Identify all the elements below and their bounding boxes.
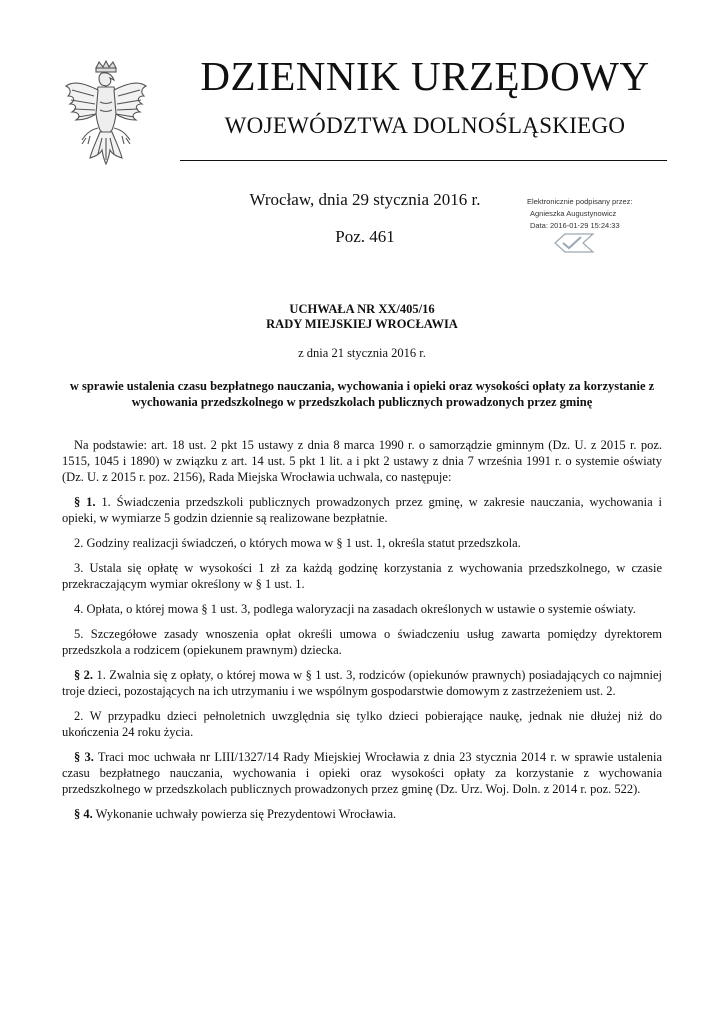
paragraph-section-2-2: 2. W przypadku dzieci pełnoletnich uwzględnia się tylko dzieci pobierające naukę, jednak nie dłużej niż do ukończenia 24 roku życia. [62,709,662,739]
resolution-body: RADY MIEJSKIEJ WROCŁAWIA [266,317,458,331]
paragraph-section-1-2: 2. Godziny realizacji świadczeń, o których mowa w § 1 ust. 1, określa statut przedszkola. [74,536,521,550]
signature-date: Data: 2016-01-29 15:24:33 [530,221,620,230]
position-number: Poz. 461 [335,227,395,246]
polish-eagle-emblem-icon [62,60,150,168]
section-mark: § 4. [74,807,93,821]
header-divider [180,160,667,161]
paragraph-legal-basis: Na podstawie: art. 18 ust. 2 pkt 15 ustawy z dnia 8 marca 1990 r. o samorządzie gminnym (Dz. U. z 2015 r. poz. 1515, 1045 i 1890) w związku z art. 14 ust. 5 pkt 1 lit. a i pkt 2 ustawy z dnia 7 września 1991 r. o systemie oświaty (Dz. U. z 2015 r. poz. 2156), Rada Miejska Wrocławia uchwala, co następuje: [62,438,662,484]
resolution-subject: w sprawie ustalenia czasu bezpłatnego nauczania, wychowania i opieki oraz wysokości opłaty za korzystanie z wychowania przedszkolnego w przedszkolach publicznych prowadzonych przez gminę [69,379,655,409]
section-mark: § 3. [74,750,94,764]
electronic-signature [527,196,697,232]
paragraph-section-1-4: 4. Opłata, o której mowa § 1 ust. 3, podlega waloryzacji na zasadach określonych w ustawie o systemie oświaty. [74,602,636,616]
signature-signer: Agnieszka Augustynowicz [530,209,617,218]
paragraph-section-1-1: § 1. 1. Świadczenia przedszkoli publicznych prowadzonych przez gminę, w zakresie nauczania, wychowania i opieki, w wymiarze 5 godzin dziennie są realizowane bezpłatnie. [62,495,663,525]
journal-subtitle: WOJEWÓDZTWA DOLNOŚLĄSKIEGO [224,113,626,138]
resolution-text [62,437,662,831]
section-mark: § 2. [74,668,94,682]
paragraph-section-4: § 4. Wykonanie uchwały powierza się Prezydentowi Wrocławia. [74,807,397,821]
signature-line-1: Elektronicznie podpisany przez: [527,197,633,206]
resolution-date: z dnia 21 stycznia 2016 r. [298,346,426,360]
paragraph-section-1-3: 3. Ustala się opłatę w wysokości 1 zł za każdą godzinę korzystania z wychowania przedszkolnego, w czasie przekraczającym wymiar określony w § 1 ust. 1. [62,561,662,591]
paragraph-section-2-1: § 2. 1. Zwalnia się z opłaty, o której mowa w § 1 ust. 3, rodziców (opiekunów prawnych) posiadających co najmniej troje dzieci, pozostających na ich utrzymaniu i we wspólnym gospodarstwie domowym z zastrzeżeniem ust. 2. [62,668,663,698]
journal-title: DZIENNIK URZĘDOWY [200,53,650,99]
paragraph-section-1-5: 5. Szczegółowe zasady wnoszenia opłat określi umowa o świadczeniu usług zawarta pomiędzy dyrektorem przedszkola a rodzicem (opiekunem prawnym) dziecka. [62,627,662,657]
section-mark: § 1. [74,495,96,509]
resolution-number: UCHWAŁA NR XX/405/16 [289,302,435,316]
publication-date: Wrocław, dnia 29 stycznia 2016 r. [249,190,481,209]
paragraph-section-3: § 3. Traci moc uchwała nr LIII/1327/14 Rady Miejskiej Wrocławia z dnia 23 stycznia 2014 r. w sprawie ustalenia czasu bezpłatnego nauczania, wychowania i opieki oraz wysokości opłaty za korzystanie z wychowania przedszkolnego w przedszkolach publicznych prowadzonych przez gminę (Dz. Urz. Woj. Doln. z 2014 r. poz. 522). [62,750,662,796]
signature-check-icon [553,232,595,254]
